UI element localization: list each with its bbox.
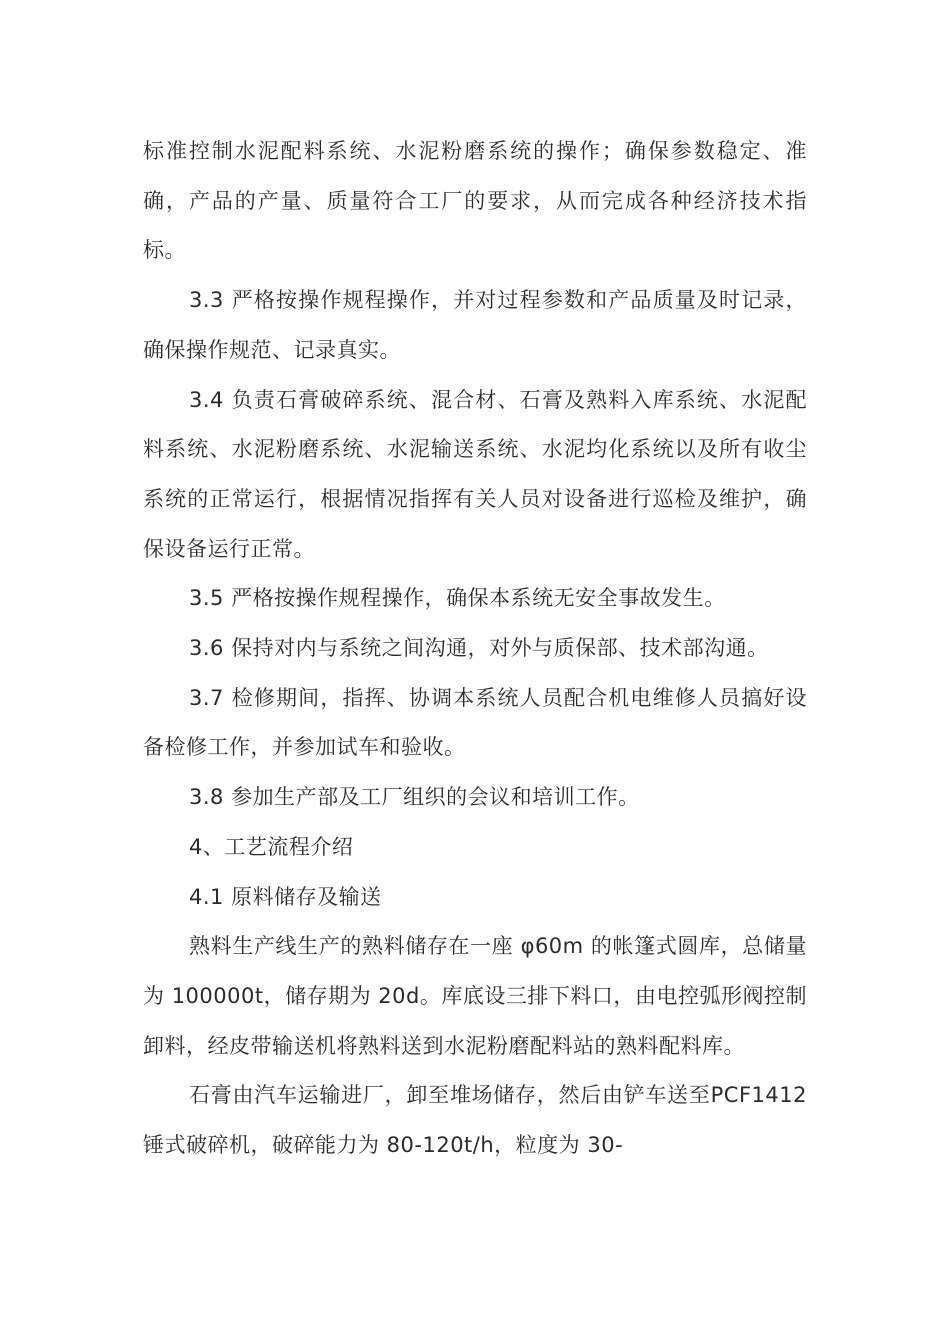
paragraph-3-5: 3.5 严格按操作规程操作，确保本系统无安全事故发生。: [189, 586, 726, 611]
subsection-heading-4-1: 4.1 原料储存及输送: [189, 884, 382, 909]
paragraph-3-8: 3.8 参加生产部及工厂组织的会议和培训工作。: [189, 785, 640, 810]
paragraph-3-7: 3.7 检修期间，指挥、协调本系统人员配合机电维修人员搞好设备检修工作，并参加试车和验收。: [143, 685, 807, 760]
document-body: [143, 127, 807, 1171]
section-heading-4: 4、工艺流程介绍: [189, 834, 354, 859]
paragraph-3-4: 3.4 负责石膏破碎系统、混合材、石膏及熟料入库系统、水泥配料系统、水泥粉磨系统、水泥输送系统、水泥均化系统以及所有收尘系统的正常运行，根据情况指挥有关人员对设备进行巡检及维护，确保设备运行正常。: [143, 387, 807, 561]
paragraph-continuation: 标准控制水泥配料系统、水泥粉磨系统的操作；确保参数稳定、准确，产品的产量、质量符合工厂的要求，从而完成各种经济技术指标。: [143, 139, 807, 263]
paragraph-3-6: 3.6 保持对内与系统之间沟通，对外与质保部、技术部沟通。: [189, 636, 769, 661]
paragraph-gypsum: 石膏由汽车运输进厂，卸至堆场储存，然后由铲车送至PCF1412 锤式破碎机，破碎能力为 80-120t/h，粒度为 30-: [143, 1083, 807, 1158]
paragraph-clinker-storage: 熟料生产线生产的熟料储存在一座 φ60m 的帐篷式圆库，总储量为 100000t，储存期为 20d。库底设三排下料口，由电控弧形阀控制卸料，经皮带输送机将熟料送到水泥粉磨配料站的熟料配料库。: [143, 934, 807, 1058]
paragraph-3-3: 3.3 严格按操作规程操作，并对过程参数和产品质量及时记录，确保操作规范、记录真实。: [143, 288, 807, 362]
